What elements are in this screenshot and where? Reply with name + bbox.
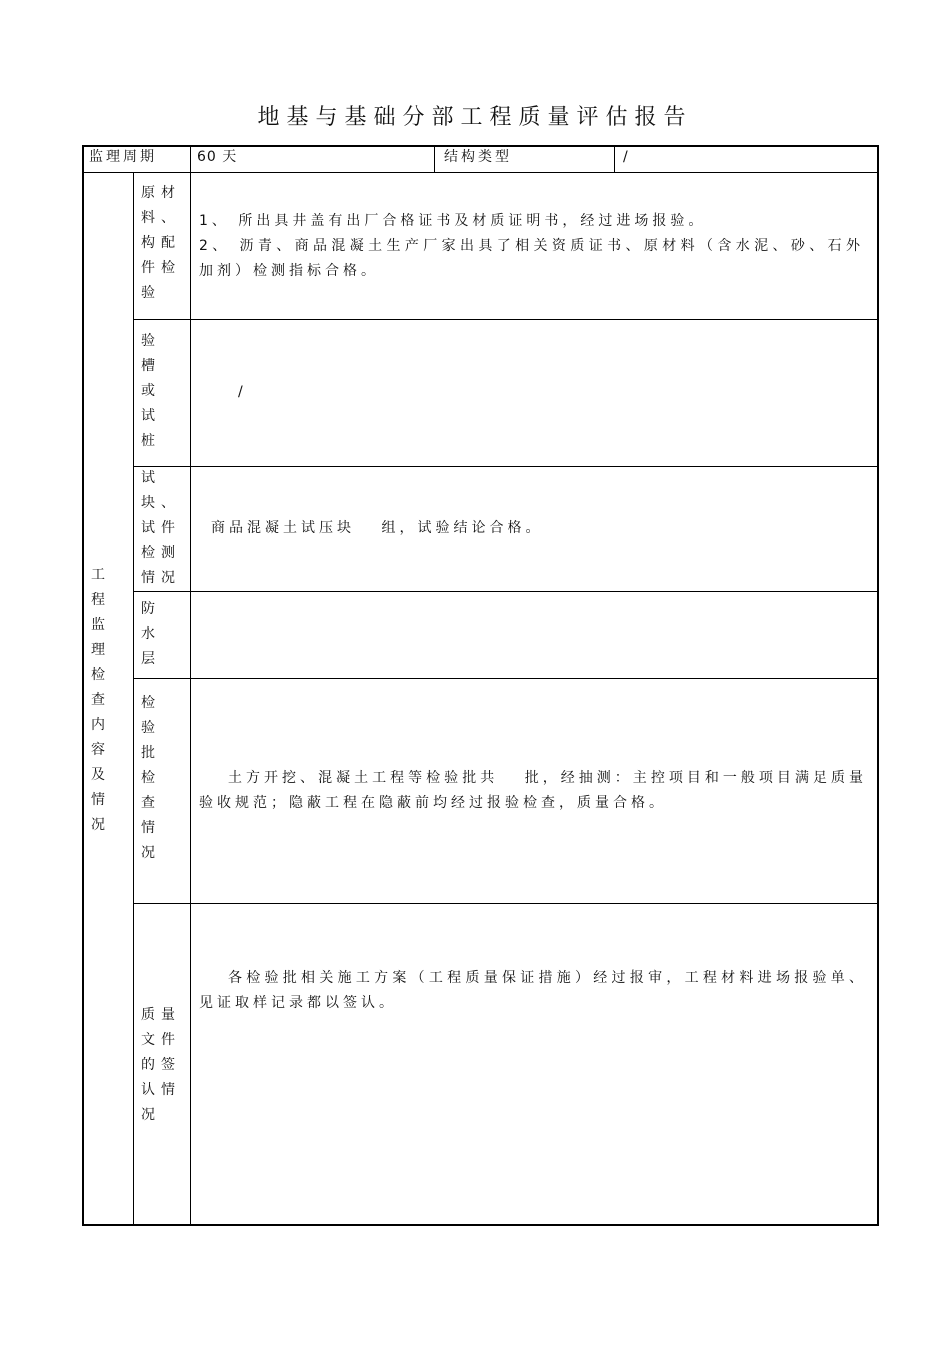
section-label: 工程监理检查内容及情况	[91, 567, 105, 833]
inspection-text: 土方开挖、混凝土工程等检验批共 批，经抽测：主控项目和一般项目满足质量验收规范；隐蔽工程在隐蔽前均经过报验检查，质量合格。	[199, 770, 867, 811]
row-divider	[133, 466, 879, 467]
label-col-divider	[190, 145, 191, 1225]
row-label-materials: 原材料、构配件检验	[141, 185, 181, 301]
specimens-text: 商品混凝土试压块 组，试验结论合格。	[211, 520, 544, 536]
table-border-left	[82, 145, 84, 1226]
row-label-specimens: 试块、试件检测情况	[141, 470, 181, 586]
trench-text: /	[238, 384, 247, 400]
section-col-divider	[133, 172, 134, 1225]
row-label-documents: 质量文件的签认情况	[141, 1007, 181, 1123]
table-border-right	[877, 145, 879, 1226]
row-divider	[133, 903, 879, 904]
row-label-waterproof: 防水层	[141, 601, 155, 667]
header-row-divider	[82, 172, 879, 173]
structure-label: 结构类型	[444, 149, 512, 165]
row-divider	[133, 678, 879, 679]
period-value: 60 天	[197, 149, 238, 165]
table-border-bottom	[82, 1224, 879, 1226]
table-border-top	[82, 145, 879, 147]
period-label: 监理周期	[89, 149, 157, 165]
structure-value: /	[623, 149, 631, 165]
report-title: 地基与基础分部工程质量评估报告	[257, 105, 693, 130]
documents-text: 各检验批相关施工方案（工程质量保证措施）经过报审，工程材料进场报验单、见证取样记录都以签认。	[199, 970, 867, 1011]
header-col-divider	[614, 145, 615, 173]
header-col-divider	[434, 145, 435, 173]
materials-line-2: 2、 沥青、商品混凝土生产厂家出具了相关资质证书、原材料（含水泥、砂、石外加剂）检测指标合格。	[199, 238, 864, 279]
row-divider	[133, 319, 879, 320]
row-label-trench: 验槽或试桩	[141, 333, 155, 449]
row-label-inspection: 检验批检查情况	[141, 695, 155, 861]
materials-line-1: 1、 所出具井盖有出厂合格证书及材质证明书，经过进场报验。	[199, 213, 707, 229]
row-divider	[133, 591, 879, 592]
